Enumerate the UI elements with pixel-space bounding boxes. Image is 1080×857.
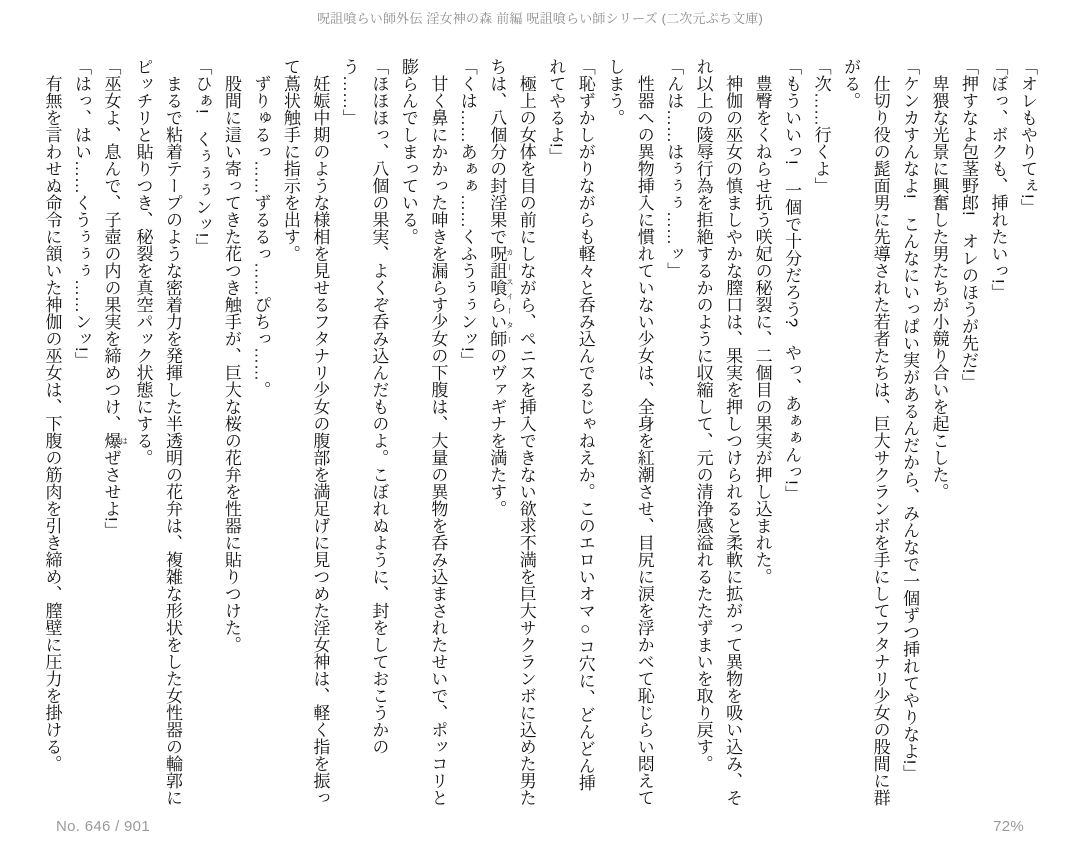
reader-header xyxy=(0,0,1080,40)
paragraph: 「ケンカすんなよ! こんなにいっぱい実があるんだから、みんなで一個ずつ挿れてやりなよ!」 xyxy=(900,58,920,782)
ruby-annotated-text: 呪詛喰らい師 カースイーター xyxy=(487,245,515,347)
book-title: 呪詛喰らい師外伝 淫女神の森 前編 呪詛喰らい師シリーズ (二次元ぷち文庫) xyxy=(316,11,764,26)
reader-footer xyxy=(0,809,1080,857)
paragraph: ずりゅるっ……ずるるっ……ぴちっ……。 xyxy=(251,75,271,398)
paragraph: 「次……行くよ」 xyxy=(811,58,831,194)
paragraph: 「はっ、はい……くうぅぅぅ……ンッ!」 xyxy=(72,58,91,369)
reading-area[interactable] xyxy=(38,58,1042,806)
paragraph: 「押すなよ包茎野郎! オレのほうが先だ!」 xyxy=(959,58,979,391)
paragraph: 卑猥な光景に興奮した男たちが小競り合いを起こした。 xyxy=(929,75,949,500)
paragraph: 「ぼっ、ボクも、挿れたいっ!」 xyxy=(988,58,1008,301)
paragraph: まるで粘着テープのような密着力を発揮した半透明の花弁は、複雑な形状をした女性器の輪郭にピッチリと貼りつき、秘裂を真空パック状態にする。 xyxy=(133,58,182,806)
paragraph: 極上の女体を目の前にしながら、ペニスを挿入できない欲求不満を巨大サクランボに込めた男たちは、八個分の封淫果で呪詛喰らい師 カースイーターのヴァギナを満たす。 xyxy=(487,58,536,806)
paragraph: 「恥ずかしがりながらも軽々と呑み込んでるじゃねえか。このエロいオマ○コ穴に、どんどん挿れてやるよ!」 xyxy=(546,58,595,791)
paragraph: 「ほほほっ、八個の果実、よくぞ呑み込んだものよ。こぼれぬように、封をしておこうかのう……」 xyxy=(339,58,389,755)
paragraph: 「もういいっ! 一個で十分だろう? やっ、あぁぁんっ!」 xyxy=(782,58,802,502)
paragraph: 豊臀をくねらせ抗う咲妃の秘裂に、二個目の果実が押し込まれた。 xyxy=(752,75,772,585)
paragraph: 有無を言わせぬ命令に頷いた神伽の巫女は、下腹の筋肉を引き締め、膣壁に圧力を掛ける。 xyxy=(42,75,62,772)
paragraph: 股間に這い寄ってきた花つき触手が、巨大な桜の花弁を性器に貼りつけた。 xyxy=(221,75,241,653)
paragraph: 性器への異物挿入に慣れていない少女は、全身を紅潮させ、目尻に涙を浮かべて恥じらい悶えてしまう。 xyxy=(605,58,654,806)
ruby-annotated-text: 爆 は xyxy=(101,432,129,449)
paragraph: 仕切り役の髭面男に先導された若者たちは、巨大サクランボを手にしてフタナリ少女の股間に群がる。 xyxy=(841,58,890,806)
paragraph: 「オレもやりてぇ!」 xyxy=(1018,58,1037,216)
location-label: No. 646 / 901 xyxy=(56,817,150,835)
paragraph: 妊娠中期のような様相を見せるフタナリ少女の腹部を満足げに見つめた淫女神は、軽く指を振って蔦状触手に指示を出す。 xyxy=(280,58,330,806)
paragraph: 神伽の巫女の慎ましやかな膣口は、果実を押しつけられると柔軟に拡がって異物を吸い込み、それ以上の陵辱行為を拒絶するかのように収縮して、元の清浄感溢れるたたずまいを取り戻す。 xyxy=(693,58,743,806)
paragraph: 「んは……はぅぅぅ……ッ」 xyxy=(664,58,684,279)
progress-percent-label: 72% xyxy=(993,817,1024,835)
paragraph: 「ひぁ! くぅぅぅンッ!」 xyxy=(192,58,212,255)
paragraph: 「巫女よ、息んで、子壺の内の果実を締めつけ、爆 はぜさせよ!」 xyxy=(101,58,129,539)
paragraph: 甘く鼻にかかった呻きを漏らす少女の下腹は、大量の異物を呑み込まされたせいで、ポッコリと膨らんでしまっている。 xyxy=(398,58,448,806)
paragraph: 「くは……あぁぁ……くふうぅぅンッ!」 xyxy=(457,58,477,369)
